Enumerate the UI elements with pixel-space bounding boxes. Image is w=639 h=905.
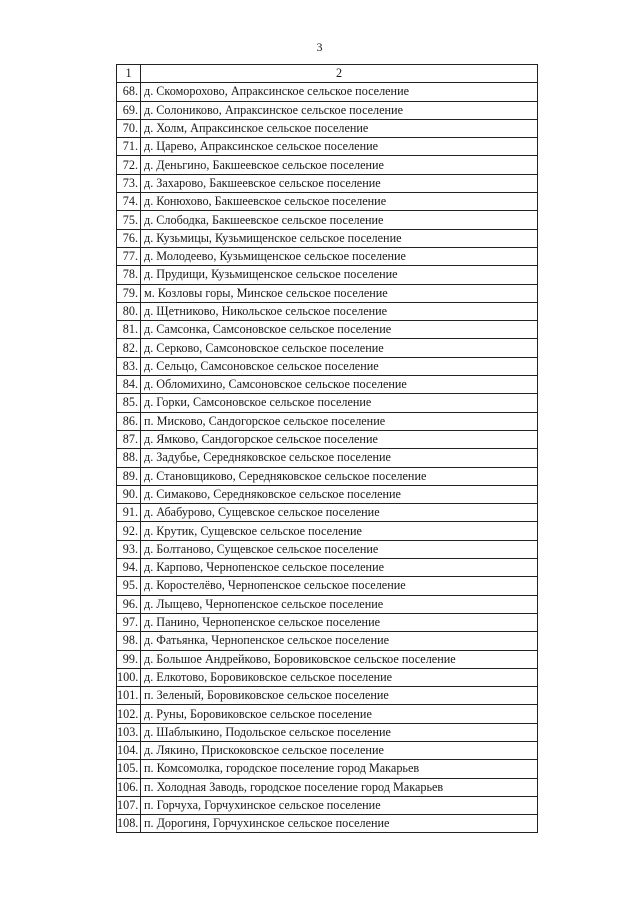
- row-number: 97.: [117, 613, 141, 631]
- settlement-name: д. Симаково, Середняковское сельское поселение: [141, 485, 538, 503]
- table-row: [117, 430, 538, 448]
- row-number: 101.: [117, 687, 141, 705]
- table-row: [117, 83, 538, 101]
- row-number: 69.: [117, 101, 141, 119]
- row-number: 100.: [117, 668, 141, 686]
- row-number: 74.: [117, 193, 141, 211]
- table-row: [117, 815, 538, 833]
- table-row: [117, 504, 538, 522]
- table-row: [117, 559, 538, 577]
- settlement-name: д. Серково, Самсоновское сельское поселение: [141, 339, 538, 357]
- settlement-name: д. Щетниково, Никольское сельское поселение: [141, 302, 538, 320]
- row-number: 79.: [117, 284, 141, 302]
- table-row: [117, 266, 538, 284]
- settlement-name: д. Захарово, Бакшеевское сельское поселение: [141, 174, 538, 192]
- table-row: [117, 412, 538, 430]
- row-number: 83.: [117, 357, 141, 375]
- settlement-name: д. Панино, Чернопенское сельское поселение: [141, 613, 538, 631]
- table-row: [117, 321, 538, 339]
- table-row: [117, 394, 538, 412]
- row-number: 68.: [117, 83, 141, 101]
- settlement-name: п. Комсомолка, городское поселение город Макарьев: [141, 760, 538, 778]
- settlement-name: д. Коростелёво, Чернопенское сельское поселение: [141, 577, 538, 595]
- row-number: 88.: [117, 449, 141, 467]
- table-row: [117, 741, 538, 759]
- row-number: 77.: [117, 247, 141, 265]
- row-number: 81.: [117, 321, 141, 339]
- table-row: [117, 284, 538, 302]
- row-number: 82.: [117, 339, 141, 357]
- settlement-name: д. Царево, Апраксинское сельское поселение: [141, 138, 538, 156]
- settlement-name: д. Болтаново, Сущевское сельское поселение: [141, 540, 538, 558]
- page-number: 3: [316, 40, 323, 54]
- settlements-table: [116, 64, 538, 833]
- settlement-name: д. Обломихино, Самсоновское сельское поселение: [141, 376, 538, 394]
- row-number: 108.: [117, 815, 141, 833]
- settlement-name: п. Горчуха, Горчухинское сельское поселение: [141, 796, 538, 814]
- row-number: 71.: [117, 138, 141, 156]
- settlement-name: д. Елкотово, Боровиковское сельское поселение: [141, 668, 538, 686]
- row-number: 98.: [117, 632, 141, 650]
- table-row: [117, 485, 538, 503]
- row-number: 91.: [117, 504, 141, 522]
- settlement-name: д. Молодеево, Кузьмищенское сельское поселение: [141, 247, 538, 265]
- settlement-name: д. Ямково, Сандогорское сельское поселение: [141, 430, 538, 448]
- row-number: 85.: [117, 394, 141, 412]
- table-row: [117, 229, 538, 247]
- table-row: [117, 174, 538, 192]
- row-number: 94.: [117, 559, 141, 577]
- row-number: 104.: [117, 741, 141, 759]
- settlement-name: д. Солониково, Апраксинское сельское поселение: [141, 101, 538, 119]
- table-row: [117, 467, 538, 485]
- table-row: [117, 796, 538, 814]
- row-number: 107.: [117, 796, 141, 814]
- settlement-name: д. Горки, Самсоновское сельское поселение: [141, 394, 538, 412]
- header-col-name: 2: [141, 65, 538, 83]
- table-row: [117, 211, 538, 229]
- table-row: [117, 650, 538, 668]
- row-number: 96.: [117, 595, 141, 613]
- table-row: [117, 595, 538, 613]
- table-row: [117, 449, 538, 467]
- table-row: [117, 357, 538, 375]
- table-row: [117, 668, 538, 686]
- table-row: [117, 138, 538, 156]
- table-row: [117, 760, 538, 778]
- row-number: 80.: [117, 302, 141, 320]
- row-number: 105.: [117, 760, 141, 778]
- settlement-name: д. Прудищи, Кузьмищенское сельское поселение: [141, 266, 538, 284]
- settlement-name: д. Сельцо, Самсоновское сельское поселение: [141, 357, 538, 375]
- table-row: [117, 577, 538, 595]
- settlement-name: д. Деньгино, Бакшеевское сельское поселение: [141, 156, 538, 174]
- settlement-name: д. Крутик, Сущевское сельское поселение: [141, 522, 538, 540]
- settlement-name: п. Мисково, Сандогорское сельское поселение: [141, 412, 538, 430]
- settlement-name: д. Карпово, Чернопенское сельское поселение: [141, 559, 538, 577]
- header-col-number: 1: [117, 65, 141, 83]
- settlement-name: п. Холодная Заводь, городское поселение город Макарьев: [141, 778, 538, 796]
- row-number: 93.: [117, 540, 141, 558]
- row-number: 103.: [117, 723, 141, 741]
- table-row: [117, 376, 538, 394]
- row-number: 84.: [117, 376, 141, 394]
- row-number: 102.: [117, 705, 141, 723]
- settlement-name: д. Абабурово, Сущевское сельское поселение: [141, 504, 538, 522]
- settlement-name: д. Самсонка, Самсоновское сельское поселение: [141, 321, 538, 339]
- row-number: 92.: [117, 522, 141, 540]
- table-row: [117, 193, 538, 211]
- settlement-name: д. Руны, Боровиковское сельское поселение: [141, 705, 538, 723]
- table-row: [117, 522, 538, 540]
- row-number: 73.: [117, 174, 141, 192]
- settlement-name: д. Лякино, Прискоковское сельское поселение: [141, 741, 538, 759]
- settlement-name: д. Становщиково, Середняковское сельское поселение: [141, 467, 538, 485]
- settlement-name: д. Большое Андрейково, Боровиковское сельское поселение: [141, 650, 538, 668]
- settlement-name: д. Скоморохово, Апраксинское сельское поселение: [141, 83, 538, 101]
- settlement-name: д. Слободка, Бакшеевское сельское поселение: [141, 211, 538, 229]
- table-row: [117, 687, 538, 705]
- settlement-name: м. Козловы горы, Минское сельское поселение: [141, 284, 538, 302]
- settlement-name: д. Задубье, Середняковское сельское поселение: [141, 449, 538, 467]
- row-number: 90.: [117, 485, 141, 503]
- settlement-name: д. Фатьянка, Чернопенское сельское поселение: [141, 632, 538, 650]
- table-row: [117, 247, 538, 265]
- table-row: [117, 156, 538, 174]
- row-number: 76.: [117, 229, 141, 247]
- settlement-name: д. Холм, Апраксинское сельское поселение: [141, 119, 538, 137]
- row-number: 95.: [117, 577, 141, 595]
- settlement-name: д. Шаблыкино, Подольское сельское поселение: [141, 723, 538, 741]
- settlement-name: д. Лыщево, Чернопенское сельское поселение: [141, 595, 538, 613]
- row-number: 70.: [117, 119, 141, 137]
- table-row: [117, 778, 538, 796]
- table-row: [117, 705, 538, 723]
- row-number: 106.: [117, 778, 141, 796]
- table-row: [117, 613, 538, 631]
- settlement-name: д. Кузьмицы, Кузьмищенское сельское поселение: [141, 229, 538, 247]
- row-number: 78.: [117, 266, 141, 284]
- table-row: [117, 632, 538, 650]
- table-row: [117, 119, 538, 137]
- row-number: 75.: [117, 211, 141, 229]
- table-row: [117, 540, 538, 558]
- row-number: 99.: [117, 650, 141, 668]
- row-number: 86.: [117, 412, 141, 430]
- row-number: 87.: [117, 430, 141, 448]
- table-row: [117, 339, 538, 357]
- table-row: [117, 302, 538, 320]
- row-number: 72.: [117, 156, 141, 174]
- settlement-name: п. Зеленый, Боровиковское сельское поселение: [141, 687, 538, 705]
- table-row: [117, 101, 538, 119]
- table-row: [117, 723, 538, 741]
- table-header-row: [117, 65, 538, 83]
- settlement-name: д. Конюхово, Бакшеевское сельское поселение: [141, 193, 538, 211]
- row-number: 89.: [117, 467, 141, 485]
- settlement-name: п. Дорогиня, Горчухинское сельское поселение: [141, 815, 538, 833]
